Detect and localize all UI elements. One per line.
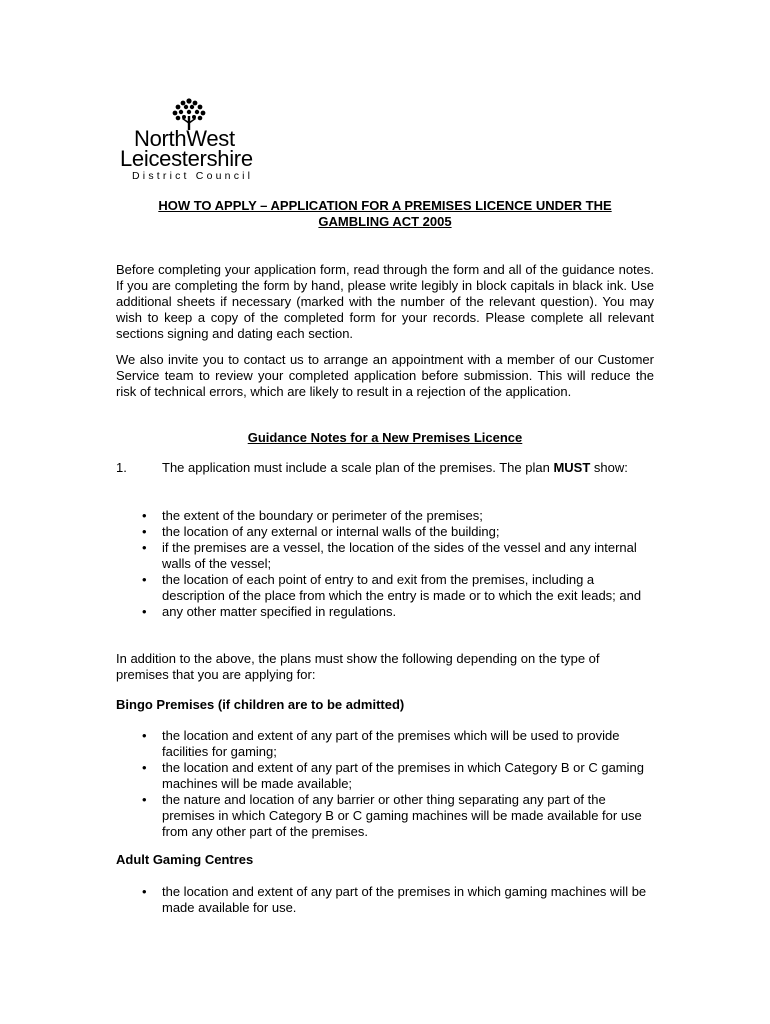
list-item: • the location and extent of any part of the premises which will be used to provide facilities for gaming;	[162, 728, 652, 760]
intro-paragraph-2: We also invite you to contact us to arrange an appointment with a member of our Customer Service team to review your completed application before submission. This will reduce the risk of technical errors, which are likely to result in a rejection of the application.	[116, 352, 654, 399]
intro-paragraph-1: Before completing your application form, read through the form and all of the guidance notes. If you are completing the form by hand, please write legibly in block capitals in black ink. Use additional sheets if necessary (marked with the number of the relevant question). You may wish to keep a copy of the completed form for your records. Please complete all relevant sections signing and dating each section.	[116, 262, 654, 341]
plan-requirements-list	[162, 508, 652, 620]
list-item: • the extent of the boundary or perimeter of the premises;	[162, 508, 652, 524]
addition-paragraph: In addition to the above, the plans must show the following depending on the type of premises that you are applying for:	[116, 651, 600, 682]
title-line-1: HOW TO APPLY – APPLICATION FOR A PREMISES LICENCE UNDER THE	[158, 198, 612, 213]
item-1-text-end: show:	[590, 460, 628, 475]
adult-gaming-heading: Adult Gaming Centres	[116, 852, 254, 867]
logo-text-district-council: District Council	[132, 170, 254, 182]
list-item: • the location and extent of any part of the premises in which Category B or C gaming machines will be made available;	[162, 760, 652, 792]
item-number: 1.	[116, 460, 127, 475]
document-title	[116, 198, 654, 230]
council-logo	[118, 98, 288, 188]
adult-gaming-list	[162, 884, 652, 916]
list-item: • if the premises are a vessel, the location of the sides of the vessel and any internal walls of the vessel;	[162, 540, 652, 572]
list-item: • the location of each point of entry to and exit from the premises, including a description of the place from which the entry is made or to which the exit leads; and	[162, 572, 652, 604]
logo-text-leicestershire: Leicestershire	[120, 146, 253, 171]
item-1-text-emphasis: MUST	[553, 460, 591, 475]
logo-text-north-west: NorthWest	[134, 126, 235, 151]
list-item: • any other matter specified in regulations.	[162, 604, 652, 620]
bingo-list	[162, 728, 652, 840]
item-1-text	[162, 460, 656, 476]
guidance-heading: Guidance Notes for a New Premises Licence	[247, 430, 523, 445]
title-line-2: GAMBLING ACT 2005	[318, 214, 452, 229]
list-item: • the nature and location of any barrier or other thing separating any part of the premises in which Category B or C gaming machines will be made available for use from any other part of the premises.	[162, 792, 652, 840]
bingo-heading: Bingo Premises (if children are to be admitted)	[116, 697, 405, 712]
list-item: • the location and extent of any part of the premises in which gaming machines will be made available for use.	[162, 884, 652, 916]
list-item: • the location of any external or internal walls of the building;	[162, 524, 652, 540]
item-1-text-start: The application must include a scale plan of the premises. The plan	[162, 460, 554, 475]
